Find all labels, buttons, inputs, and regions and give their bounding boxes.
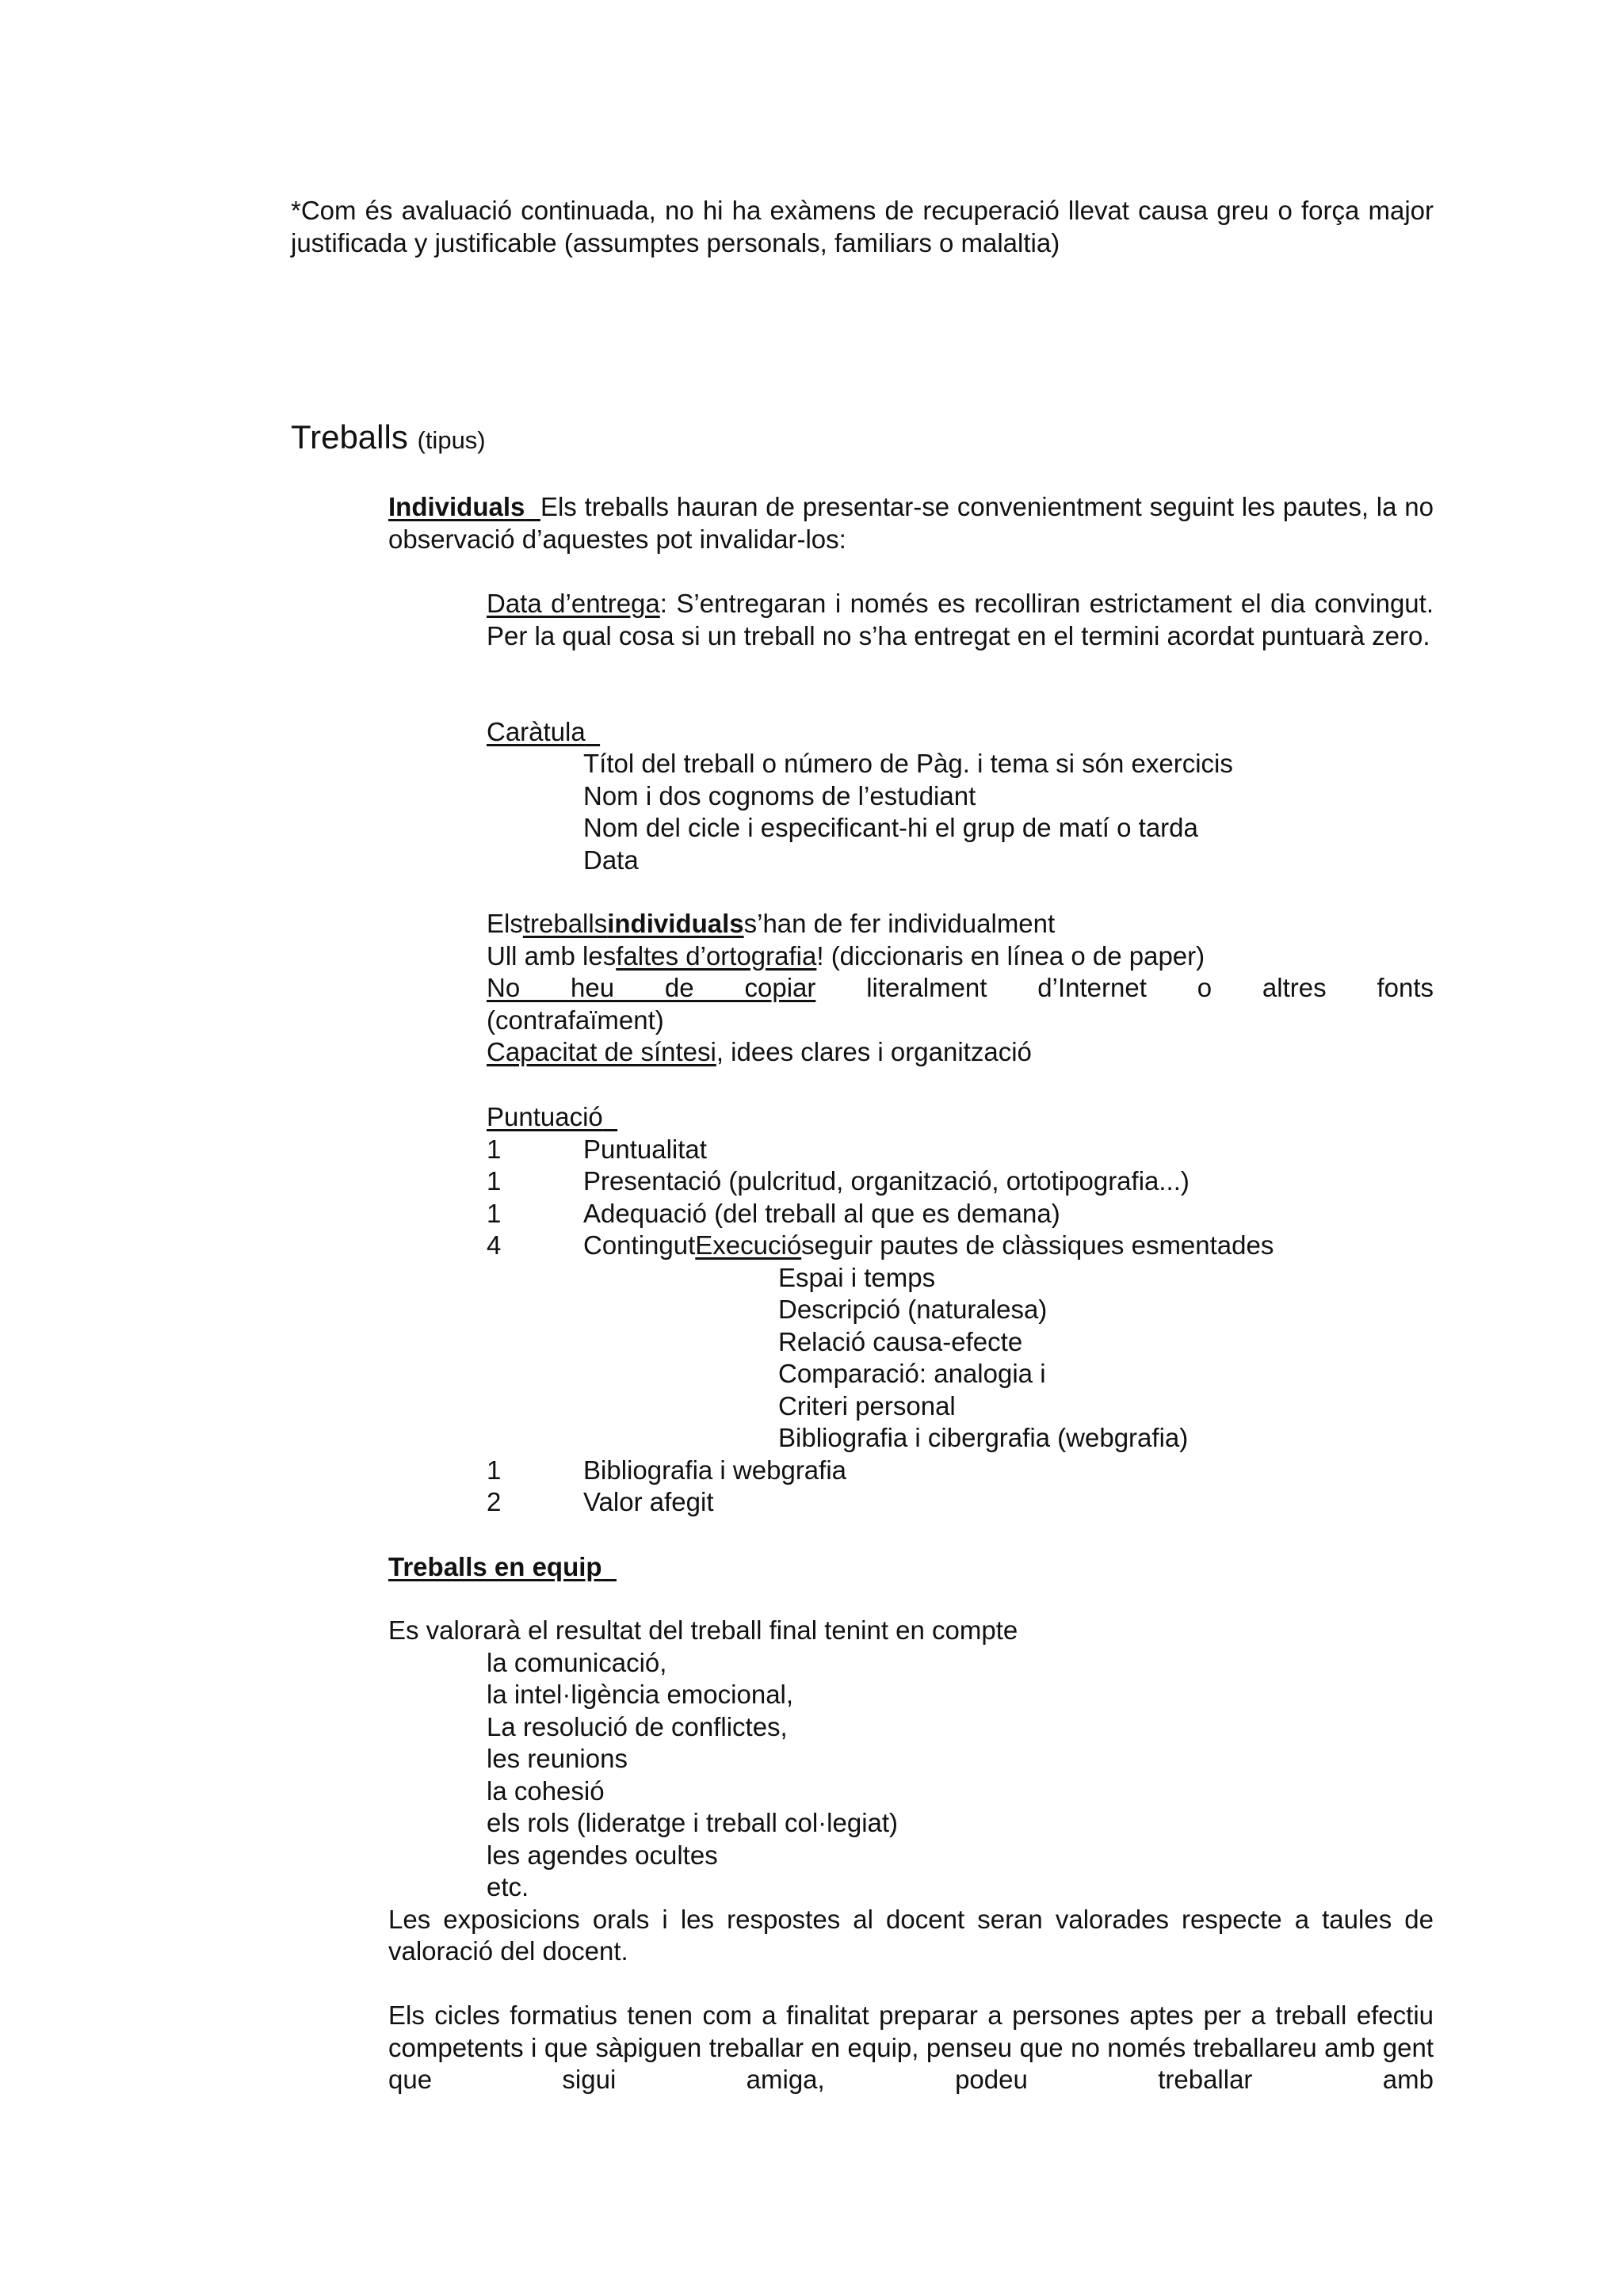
section-heading: [291, 418, 486, 457]
content-subitem: Bibliografia i cibergrafia (webgrafia): [778, 1423, 1189, 1452]
individuals-intro-paragraph: [388, 491, 1434, 555]
rule-spelling: Ull amb lesfaltes d’ortografia! (diccionaris en línea o de paper): [487, 940, 1205, 971]
team-criterion: les reunions: [487, 1744, 628, 1773]
scoring-label: Puntuació: [487, 1102, 603, 1131]
scoring-item: 1 Bibliografia i webgrafia: [487, 1455, 847, 1485]
individuals-label: Individuals: [388, 492, 525, 521]
team-criterion: la cohesió: [487, 1775, 605, 1806]
team-block: [388, 1615, 1434, 1968]
cover-item: Nom i dos cognoms de l’estudiant: [583, 780, 976, 810]
cover-list: [583, 748, 1233, 876]
individuals-intro: Els treballs hauran de presentar-se convenientment seguint les pautes, la no observació d’aquestes pot invalidar-los:: [388, 492, 1434, 554]
rule-individual: Elstreballsindividualss’han de fer individualment: [487, 909, 1056, 938]
scoring-label-line: [487, 1101, 1434, 1134]
team-criterion: les agendes ocultes: [487, 1840, 718, 1870]
scoring-item: 1 Adequació (del treball al que es demana): [487, 1198, 1060, 1228]
content-subitem: Criteri personal: [778, 1390, 956, 1421]
cover-item: Títol del treball o número de Pàg. i tema si són exercicis: [583, 749, 1233, 778]
rule-copy-cont: (contrafaïment): [487, 1005, 664, 1035]
team-criterion: La resolució de conflictes,: [487, 1711, 788, 1741]
content-subitem: Relació causa-efecte: [778, 1326, 1023, 1356]
team-closing-paragraph: Els cicles formatius tenen com a finalitat preparar a persones aptes per a treball efectiu competents i que sàpiguen treballar en equip, penseu que no només treballareu amb gent que sigui amiga, podeu treballar amb: [388, 2000, 1434, 2094]
scoring-item-content: 4 ContingutExecucióseguir pautes de clàssiques esmentades: [487, 1230, 1274, 1260]
team-intro: Es valorarà el resultat del treball final tenint en compte: [388, 1615, 1018, 1645]
team-criterion: la comunicació,: [487, 1647, 667, 1677]
cover-label-line: [487, 716, 600, 749]
cover-item: Nom del cicle i especificant-hi el grup de matí o tarda: [583, 813, 1198, 842]
cover-label: Caràtula: [487, 717, 586, 746]
team-criterion: els rols (lideratge i treball col·legiat): [487, 1808, 899, 1837]
rule-synthesis: Capacitat de síntesi, idees clares i organització: [487, 1037, 1032, 1066]
content-subitem: Comparació: analogia i: [778, 1359, 1046, 1388]
delivery-label: Data d’entrega: [487, 589, 660, 618]
team-orals-paragraph: Les exposicions orals i les respostes al docent seran valorades respecte a taules de valoració del docent.: [388, 1904, 1434, 1966]
team-criterion: etc.: [487, 1872, 529, 1901]
rules-block: [487, 908, 1434, 1069]
scoring-block: [487, 1101, 1434, 1519]
scoring-item: 2 Valor afegit: [487, 1487, 714, 1516]
content-subitem: Descripció (naturalesa): [778, 1295, 1048, 1324]
cover-item: Data: [583, 845, 639, 875]
rule-copy: No heu de copiar literalment d’Internet o altres fonts: [487, 973, 1434, 1002]
delivery-paragraph: [487, 588, 1434, 652]
scoring-item: 1 Puntualitat: [487, 1134, 707, 1164]
section-title: Treballs: [291, 418, 408, 456]
section-subtitle: (tipus): [417, 426, 486, 454]
content-subitems: [487, 1262, 1434, 1455]
scoring-item: 1 Presentació (pulcritud, organització, ortotipografia...): [487, 1166, 1190, 1196]
team-label: Treballs en equip: [388, 1552, 602, 1581]
evaluation-note: *Com és avaluació continuada, no hi ha exàmens de recuperació llevat causa greu o força major justificada y justificable (assumptes personals, familiars o malaltia): [291, 196, 1434, 257]
delivery-text: : S’entregaran i només es recolliran estrictament el dia convingut. Per la qual cosa si un treball no s’ha entregat en el termini acordat puntuarà zero.: [487, 589, 1434, 650]
team-criterion: la intel·ligència emocional,: [487, 1680, 794, 1709]
team-criteria-list: [388, 1647, 1434, 1904]
team-heading: [388, 1551, 617, 1584]
content-subitem: Espai i temps: [778, 1262, 936, 1292]
